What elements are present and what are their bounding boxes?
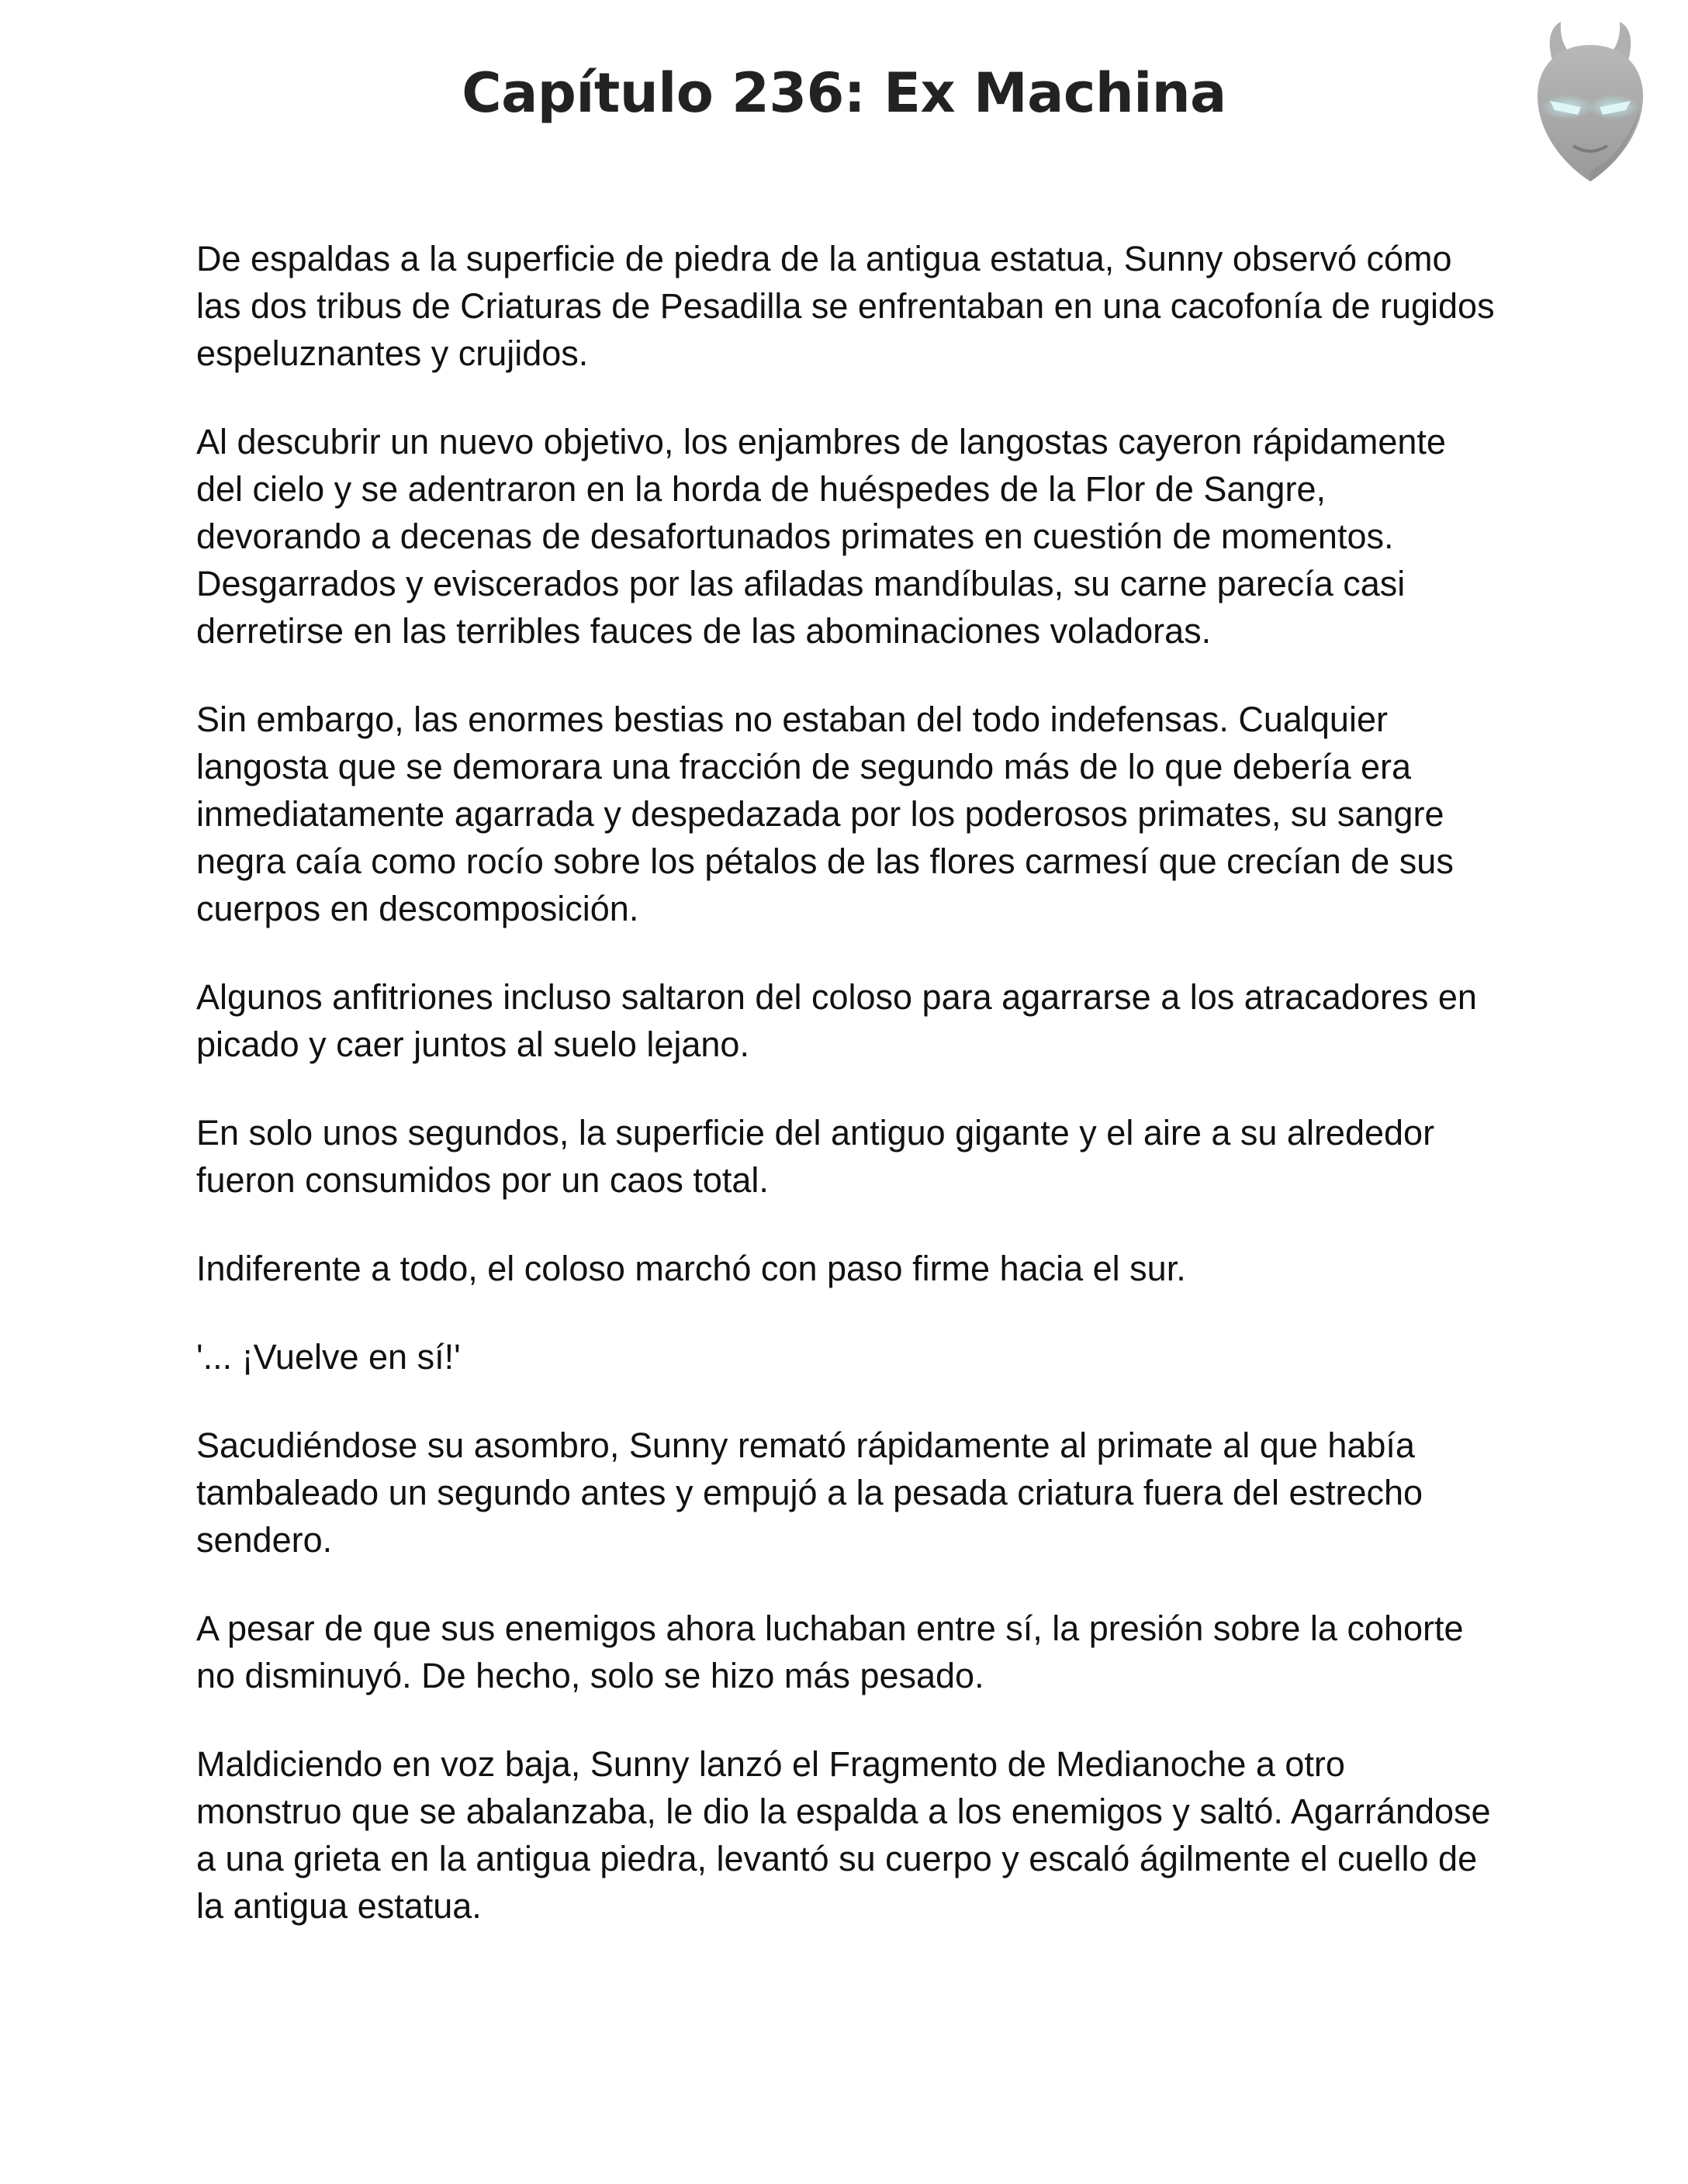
paragraph: Maldiciendo en voz baja, Sunny lanzó el Fragmento de Medianoche a otro monstruo que se abalanzaba, le dio la espalda a los enemigos y saltó. Agarrándose a una grieta en la antigua piedra, levantó su cuerpo y escaló ágilmente el cuello de la antigua estatua. <box>196 1744 1491 1926</box>
demon-head-logo-icon <box>1513 16 1668 194</box>
paragraph: Algunos anfitriones incluso saltaron del coloso para agarrarse a los atracadores en picado y caer juntos al suelo lejano. <box>196 977 1477 1064</box>
paragraph: '... ¡Vuelve en sí!' <box>196 1337 461 1377</box>
chapter-body <box>196 235 1499 1971</box>
paragraph: Al descubrir un nuevo objetivo, los enjambres de langostas cayeron rápidamente del cielo y se adentraron en la horda de huéspedes de la Flor de Sangre, devorando a decenas de desafortunados primates en cuestión de momentos. Desgarrados y eviscerados por las afiladas mandíbulas, su carne parecía casi derretirse en las terribles fauces de las abominaciones voladoras. <box>196 422 1446 651</box>
paragraph: A pesar de que sus enemigos ahora luchaban entre sí, la presión sobre la cohorte no disminuyó. De hecho, solo se hizo más pesado. <box>196 1609 1464 1695</box>
paragraph: De espaldas a la superficie de piedra de la antigua estatua, Sunny observó cómo las dos tribus de Criaturas de Pesadilla se enfrentaban en una cacofonía de rugidos espeluznantes y crujidos. <box>196 239 1495 373</box>
paragraph: Sacudiéndose su asombro, Sunny remató rápidamente al primate al que había tambaleado un segundo antes y empujó a la pesada criatura fuera del estrecho sendero. <box>196 1425 1423 1560</box>
paragraph: En solo unos segundos, la superficie del antiguo gigante y el aire a su alrededor fueron consumidos por un caos total. <box>196 1113 1435 1200</box>
paragraph: Indiferente a todo, el coloso marchó con paso firme hacia el sur. <box>196 1249 1186 1288</box>
chapter-title: Capítulo 236: Ex Machina <box>462 61 1226 125</box>
paragraph: Sin embargo, las enormes bestias no estaban del todo indefensas. Cualquier langosta que se demorara una fracción de segundo más de lo que debería era inmediatamente agarrada y despedazada por los poderosos primates, su sangre negra caía como rocío sobre los pétalos de las flores carmesí que crecían de sus cuerpos en descomposición. <box>196 700 1454 928</box>
